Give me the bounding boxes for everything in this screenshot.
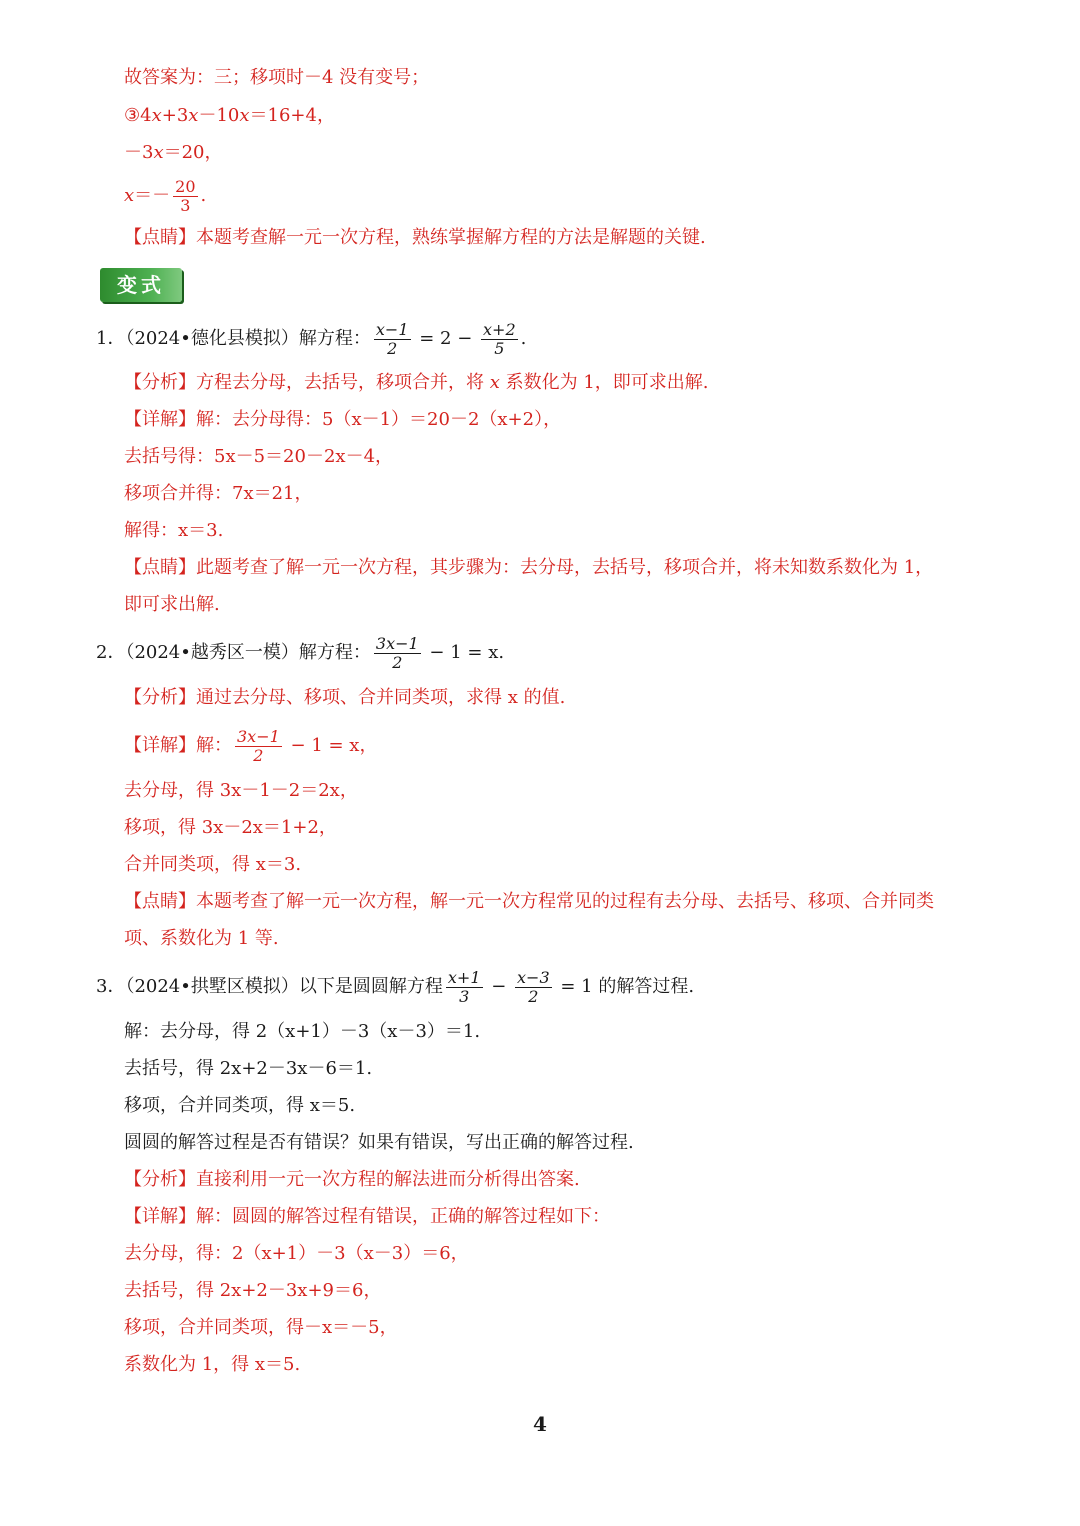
comment-line: 【点睛】本题考查了解一元一次方程，解一元一次方程常见的过程有去分母、去括号、移项、合并同类 <box>124 891 934 912</box>
detail-line: 移项合并得：7x＝21， <box>124 483 313 504</box>
detail-line: 合并同类项，得 x＝3. <box>124 854 302 875</box>
variant-badge: 变式 <box>100 268 182 302</box>
detail-line: 系数化为 1，得 x＝5. <box>124 1354 301 1375</box>
detail-line: 【详解】解：去分母得：5（x－1）＝20－2（x+2）， <box>124 409 562 430</box>
comment-line: 即可求出解. <box>124 594 220 615</box>
comment-line: 项、系数化为 1 等. <box>124 928 279 949</box>
analysis-line: 【分析】通过去分母、移项、合并同类项，求得 x 的值. <box>124 687 566 708</box>
detail-line: 去分母，得：2（x+1）－3（x－3）＝6， <box>124 1243 469 1264</box>
step-line: －3x＝20， <box>124 142 223 163</box>
step-line: x＝－ $\frac{20}{3}$ . <box>124 176 207 215</box>
answer-line: 故答案为：三；移项时－4 没有变号； <box>124 67 430 88</box>
student-solution-line: 去括号，得 2x+2－3x－6＝1. <box>124 1058 373 1079</box>
detail-line: 【详解】解： $\frac{3x-1}{2}$ − 1 = x， <box>124 726 378 765</box>
question-3: 3．（2024•拱墅区模拟）以下是圆圆解方程 $\frac{x+1}{3}$ − $\frac{x-3}{2}$ = 1 的解答过程. <box>96 967 695 1006</box>
page-number: 4 <box>533 1412 547 1436</box>
detail-line: 去括号得：5x－5＝20－2x－4， <box>124 446 394 467</box>
detail-line: 去括号，得 2x+2－3x+9＝6， <box>124 1280 382 1301</box>
detail-line: 去分母，得 3x－1－2＝2x， <box>124 780 358 801</box>
question-2: 2．（2024•越秀区一模）解方程： $\frac{3x-1}{2}$ − 1 = x. <box>96 633 505 672</box>
question-1: 1．（2024•德化县模拟）解方程： $\frac{x-1}{2}$ = 2 − $\frac{x+2}{5}$ . <box>96 319 527 358</box>
analysis-line: 【分析】直接利用一元一次方程的解法进而分析得出答案. <box>124 1169 580 1190</box>
student-solution-line: 移项，合并同类项，得 x＝5. <box>124 1095 356 1116</box>
comment-line: 【点睛】此题考查了解一元一次方程，其步骤为：去分母，去括号，移项合并，将未知数系数化为 1， <box>124 557 934 578</box>
detail-line: 解得：x＝3. <box>124 520 224 541</box>
question-prompt: 圆圆的解答过程是否有错误？如果有错误，写出正确的解答过程. <box>124 1132 634 1153</box>
fraction: $\frac{20}{3}$ <box>175 176 196 215</box>
analysis-line: 【分析】方程去分母，去括号，移项合并，将 x 系数化为 1，即可求出解. <box>124 372 709 393</box>
student-solution-line: 解：去分母，得 2（x+1）－3（x－3）＝1. <box>124 1021 481 1042</box>
detail-line: 移项，合并同类项，得－x＝－5， <box>124 1317 398 1338</box>
comment-line: 【点睛】本题考查解一元一次方程，熟练掌握解方程的方法是解题的关键. <box>124 227 706 248</box>
detail-line: 移项，得 3x－2x＝1+2， <box>124 817 337 838</box>
step-line: ③4x+3x－10x＝16+4， <box>124 105 335 126</box>
detail-line: 【详解】解：圆圆的解答过程有错误，正确的解答过程如下： <box>124 1206 610 1227</box>
